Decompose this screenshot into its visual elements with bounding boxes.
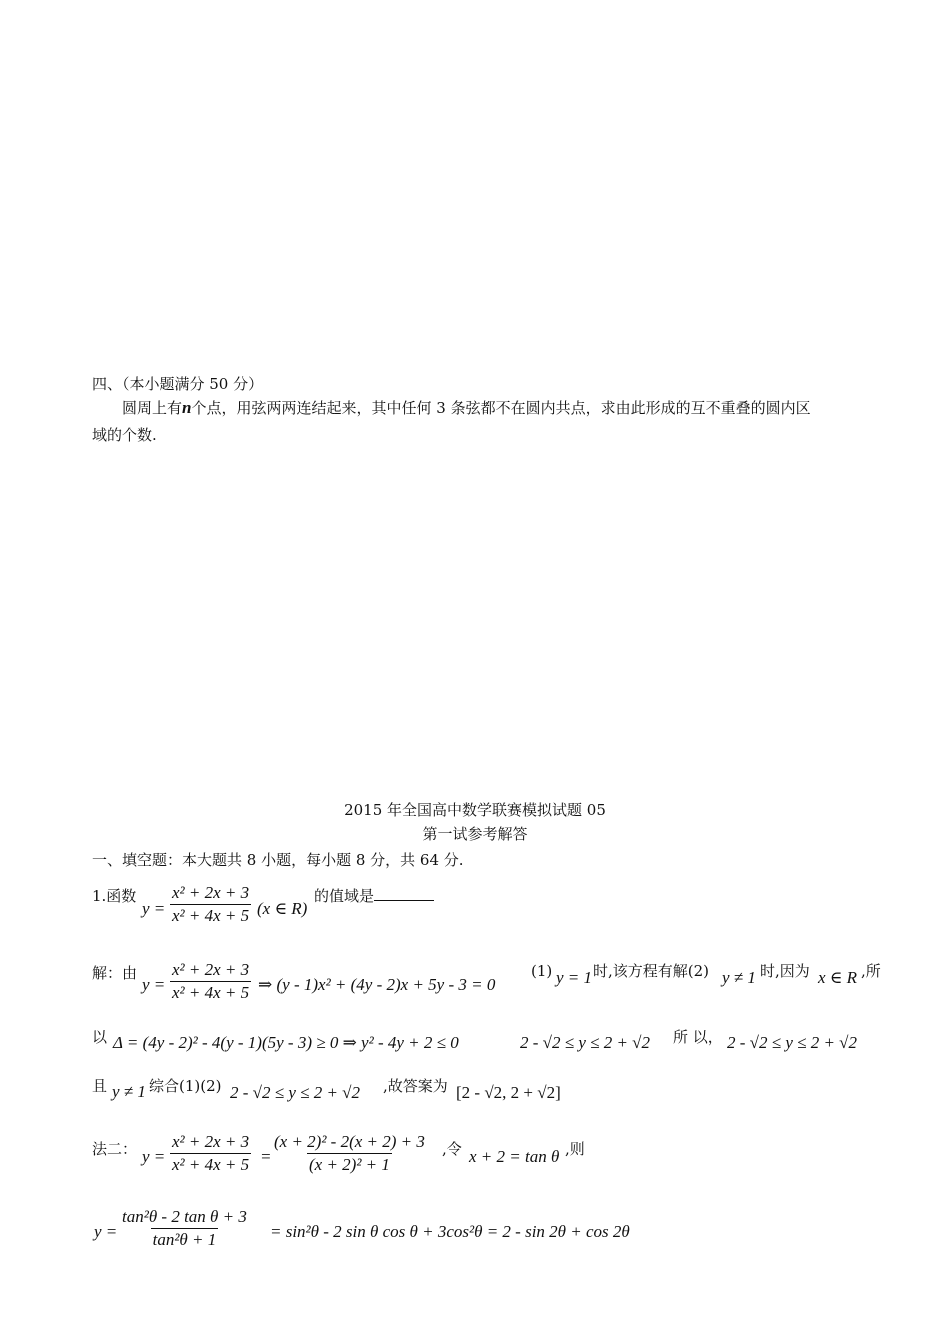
sol-suoyi: 所 以， bbox=[673, 1028, 723, 1046]
sol-zonghe: 综合(1)(2) bbox=[149, 1077, 222, 1095]
alt-numerator1: x² + 2x + 3 bbox=[172, 1132, 250, 1151]
problem4-line1-pre: 圆周上有 bbox=[122, 399, 183, 417]
sol-label: 解：由 bbox=[92, 964, 138, 982]
sol-x-in-R: x ∈ R bbox=[818, 968, 858, 987]
alt-ze: ,则 bbox=[565, 1140, 585, 1158]
answers-subtitle: 第一试参考解答 bbox=[422, 825, 528, 843]
sol-yi: 以 bbox=[92, 1028, 108, 1046]
alt-fraction2 bbox=[272, 1132, 427, 1175]
problem4-heading: 四、（本小题满分 50 分） bbox=[92, 375, 264, 393]
last-denominator: tan²θ + 1 bbox=[152, 1230, 217, 1249]
sol-denominator: x² + 4x + 5 bbox=[172, 983, 250, 1002]
problem4-line1-post: 个点，用弦两两连结起来，其中任何 3 条弦都不在圆内共点，求由此形成的互不重叠的圆内区 bbox=[191, 399, 811, 417]
q1-lhs: y = bbox=[142, 899, 166, 918]
answer-blank bbox=[374, 886, 434, 901]
sol-equation1: ⇒ (y - 1)x² + (4y - 2)x + 5y - 3 = 0 bbox=[258, 975, 496, 994]
sol-fraction bbox=[170, 960, 251, 1003]
alt-lhs: y = bbox=[142, 1147, 166, 1166]
answers-title: 2015 年全国高中数学联赛模拟试题 05 bbox=[344, 801, 606, 819]
last-numerator: tan²θ - 2 tan θ + 3 bbox=[122, 1207, 247, 1226]
sol-delta: Δ = (4y - 2)² - 4(y - 1)(5y - 3) ≥ 0 ⇒ y² - 4y + 2 ≤ 0 bbox=[113, 1033, 459, 1052]
sol-answer-text: ,故答案为 bbox=[383, 1077, 448, 1095]
last-fraction bbox=[120, 1207, 249, 1250]
sol-text3: ,所 bbox=[861, 962, 881, 980]
sol-answer: [2 - √2, 2 + √2] bbox=[456, 1083, 561, 1102]
q1-numerator: x² + 2x + 3 bbox=[172, 883, 250, 902]
q1-tail-text: 的值域是 bbox=[314, 887, 375, 905]
sol-range3: 2 - √2 ≤ y ≤ 2 + √2 bbox=[230, 1083, 360, 1102]
sol-y-eq-1: y = 1 bbox=[556, 968, 593, 987]
alt-numerator2: (x + 2)² - 2(x + 2) + 3 bbox=[274, 1132, 425, 1151]
alt-fraction1 bbox=[170, 1132, 251, 1175]
sol-numerator: x² + 2x + 3 bbox=[172, 960, 250, 979]
last-lhs: y = bbox=[94, 1222, 118, 1241]
problem4-line1 bbox=[122, 398, 811, 418]
problem4-line2: 域的个数. bbox=[92, 426, 157, 444]
alt-label: 法二： bbox=[92, 1140, 138, 1158]
sol-qie: 且 bbox=[92, 1077, 108, 1095]
q1-condition: (x ∈ R) bbox=[257, 899, 308, 918]
q1-tail bbox=[314, 886, 434, 906]
alt-denominator1: x² + 4x + 5 bbox=[172, 1155, 250, 1174]
sol-range2: 2 - √2 ≤ y ≤ 2 + √2 bbox=[727, 1033, 857, 1052]
q1-fraction bbox=[170, 883, 251, 926]
last-rhs: = sin²θ - 2 sin θ cos θ + 3cos²θ = 2 - sin 2θ + cos 2θ bbox=[270, 1222, 630, 1241]
q1-denominator: x² + 4x + 5 bbox=[172, 906, 250, 925]
sol-tag1: (1) bbox=[531, 962, 553, 980]
sol-y-neq-1-b: y ≠ 1 bbox=[112, 1082, 146, 1101]
variable-n: n bbox=[182, 398, 192, 417]
alt-substitution: x + 2 = tan θ bbox=[469, 1147, 560, 1166]
section-heading: 一、填空题：本大题共 8 小题，每小题 8 分，共 64 分. bbox=[92, 851, 464, 869]
sol-text2: 时,因为 bbox=[760, 962, 810, 980]
alt-denominator2: (x + 2)² + 1 bbox=[309, 1155, 390, 1174]
sol-range1: 2 - √2 ≤ y ≤ 2 + √2 bbox=[520, 1033, 650, 1052]
sol-y-neq-1: y ≠ 1 bbox=[722, 968, 756, 987]
sol-lhs: y = bbox=[142, 975, 166, 994]
alt-equals: = bbox=[260, 1147, 272, 1166]
q1-label: 1.函数 bbox=[92, 887, 137, 905]
alt-ling: ,令 bbox=[442, 1140, 462, 1158]
sol-text1: 时,该方程有解(2) bbox=[593, 962, 710, 980]
